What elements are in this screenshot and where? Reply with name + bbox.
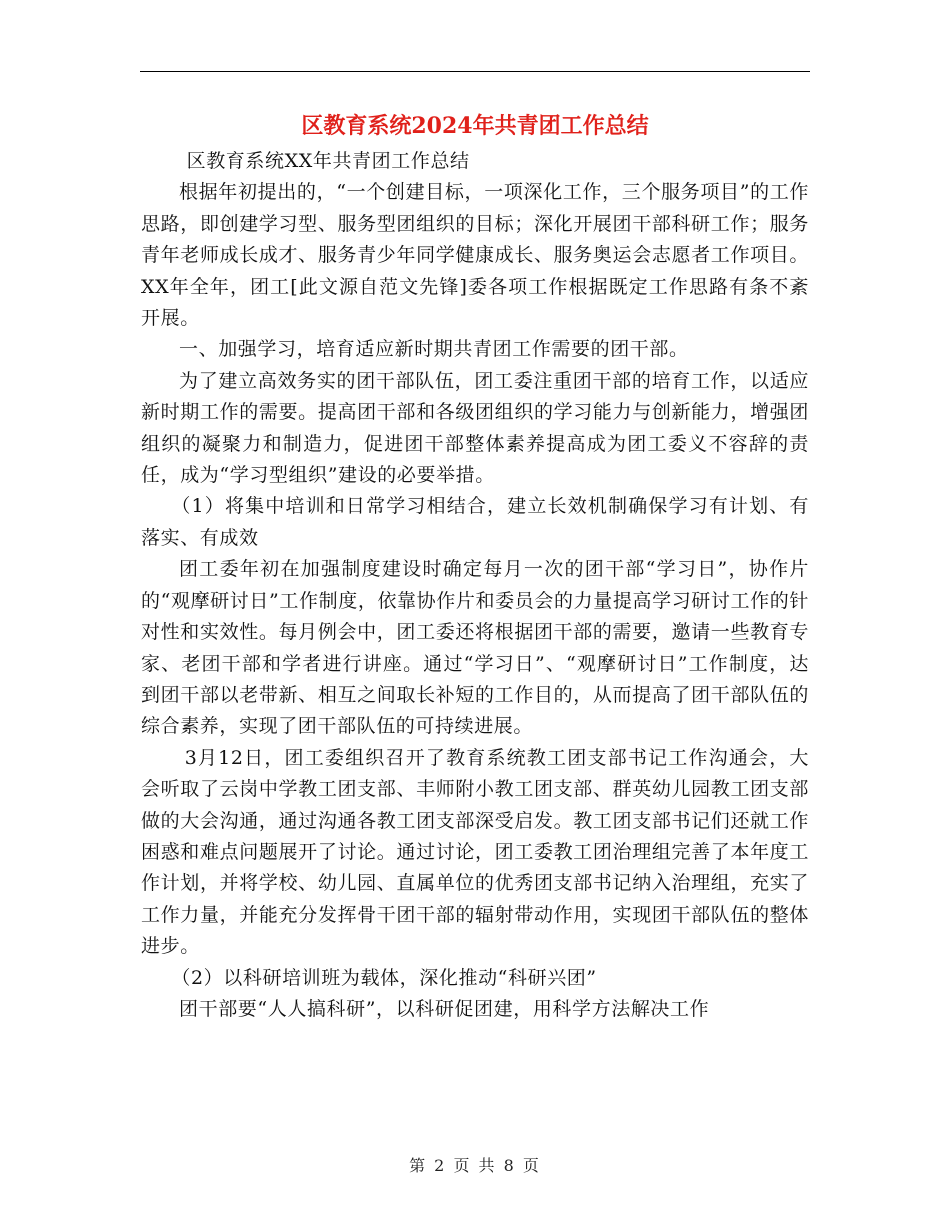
document-body <box>141 146 809 1025</box>
paragraph: 为了建立高效务实的团干部队伍，团工委注重团干部的培育工作，以适应新时期工作的需要。提高团干部和各级团组织的学习能力与创新能力，增强团组织的凝聚力和制造力，促进团干部整体素养提高成为团工委义不容辞的责任，成为“学习型组织”建设的必要举措。 <box>141 369 809 487</box>
paragraph-subtitle: 区教育系统XX年共青团工作总结 <box>186 150 470 172</box>
page-number: 第 2 页 共 8 页 <box>409 1156 541 1175</box>
sub-heading: （2）以科研培训班为载体，深化推动“科研兴团” <box>171 966 597 989</box>
paragraph: 团干部要“人人搞科研”，以科研促团建，用科学方法解决工作 <box>179 997 710 1020</box>
paragraph: 团工委年初在加强制度建设时确定每月一次的团干部“学习日”，协作片的“观摩研讨日”工作制度，依靠协作片和委员会的力量提高学习研讨工作的针对性和实效性。每月例会中，团工委还将根据团干部的需要，邀请一些教育专家、老团干部和学者进行讲座。通过“学习日”、“观摩研讨日”工作制度，达到团干部以老带新、相互之间取长补短的工作目的，从而提高了团干部队伍的综合素养，实现了团干部队伍的可持续进展。 <box>141 558 809 738</box>
paragraph: 根据年初提出的，“一个创建目标，一项深化工作，三个服务项目”的工作思路，即创建学习型、服务型团组织的目标；深化开展团干部科研工作；服务青年老师成长成才、服务青少年同学健康成长、服务奥运会志愿者工作项目。XX年全年，团工[此文源自范文先锋]委各项工作根据既定工作思路有条不紊开展。 <box>141 181 809 330</box>
document-title: 区教育系统2024年共青团工作总结 <box>301 113 649 139</box>
header-rule <box>140 71 810 72</box>
section-heading: 一、加强学习，培育适应新时期共青团工作需要的团干部。 <box>179 338 689 361</box>
sub-heading: （1）将集中培训和日常学习相结合，建立长效机制确保学习有计划、有落实、有成效 <box>141 495 809 549</box>
paragraph: 3月12日，团工委组织召开了教育系统教工团支部书记工作沟通会，大会听取了云岗中学教工团支部、丰师附小教工团支部、群英幼儿园教工团支部做的大会沟通，通过沟通各教工团支部深受启发。教工团支部书记们还就工作困惑和难点问题展开了讨论。通过讨论，团工委教工团治理组完善了本年度工作计划，并将学校、幼儿园、直属单位的优秀团支部书记纳入治理组，充实了工作力量，并能充分发挥骨干团干部的辐射带动作用，实现团干部队伍的整体进步。 <box>141 746 809 958</box>
